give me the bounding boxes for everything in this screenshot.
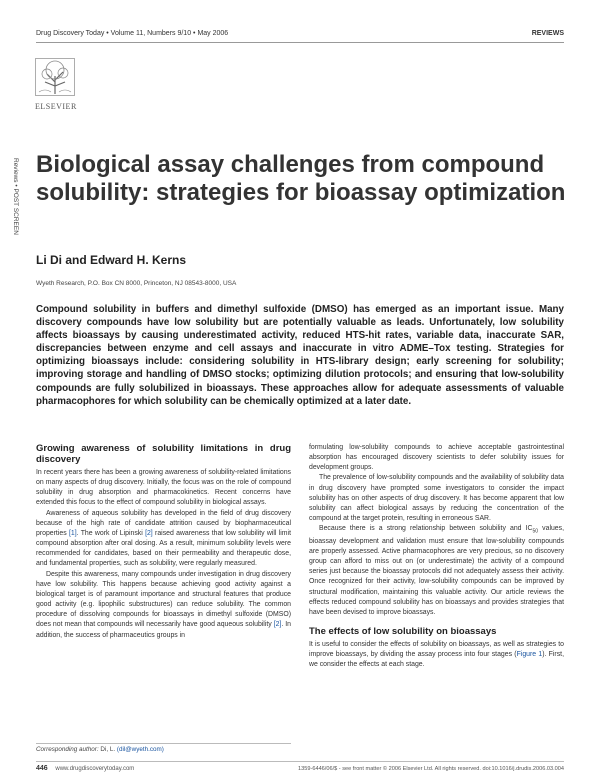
article-abstract: Compound solubility in buffers and dimethyl sulfoxide (DMSO) has emerged as an important issue. Many discovery compounds have low solubility but are potentially valuable as leads. Unfortunately, low solubility affects bioassays by causing underestimated activity, reduced HTS-hit rates, variable data, inaccurate SAR, discrepancies between enzyme and cell assays and inaccurate in vitro ADME–Tox testing. Strategies for optimizing bioassays include: considering solubility in HTS-library design; early screening for solubility; improving storage and handling of DMSO stocks; optimizing dilution protocols; and ensuring that low-solubility compounds are fully solubilized in bioassays. These approaches allow for adequate assessments of valuable pharmacophores for which solubility can be chemically optimized at a later date. bbox=[36, 304, 564, 407]
article-title: Biological assay challenges from compound solubility: strategies for bioassay optimization bbox=[36, 151, 566, 206]
section-heading-effects: The effects of low solubility on bioassays bbox=[309, 626, 497, 638]
reference-link[interactable]: [2] bbox=[145, 529, 153, 537]
article-authors: Li Di and Edward H. Kerns bbox=[36, 253, 187, 267]
text: Awareness of aqueous solubility has developed in the field of drug discovery because of the high rate of candidate attrition caused by biopharmaceutical properties bbox=[36, 509, 291, 537]
subscript: 50 bbox=[532, 528, 539, 535]
elsevier-wordmark: ELSEVIER bbox=[35, 102, 77, 111]
corresponding-email-link[interactable]: (dil@wyeth.com) bbox=[116, 746, 164, 753]
paragraph: In recent years there has been a growing awareness of solubility-related limitations on many aspects of drug discovery. Initially, the focus was on the role of compound solubility in drug absorption and pharmacokinetics. Recent concerns have extended this focus to the effect of compound solubility in biological assays. bbox=[36, 469, 291, 507]
figure-link[interactable]: Figure 1 bbox=[516, 651, 543, 659]
reference-link[interactable]: [2] bbox=[273, 621, 282, 629]
elsevier-tree-icon bbox=[35, 58, 75, 96]
text: Because there is a strong relationship between solubility and IC bbox=[319, 525, 533, 533]
paragraph bbox=[309, 524, 564, 618]
paragraph: The prevalence of low-solubility compounds and the availability of solubility data in drug discovery have prompted some investigators to consider the impact solubility has on other aspects of drug discovery. It has become apparent that low solubility can affect biological assays by reducing the concentration of the compound at the target protein, resulting in erroneous SAR. bbox=[309, 474, 564, 523]
corresponding-name: Di, L. bbox=[100, 746, 116, 753]
footer-rule bbox=[36, 761, 564, 762]
journal-info: Drug Discovery Today • Volume 11, Numbers 9/10 • May 2006 bbox=[36, 30, 229, 37]
text: . In addition, the success of pharmaceutics groups in bbox=[36, 621, 292, 639]
journal-website-link[interactable]: www.drugdiscoverytoday.com bbox=[55, 766, 135, 772]
section-label: REVIEWS bbox=[531, 30, 564, 37]
text: Despite this awareness, many compounds under investigation in drug discovery have low solubility. This happens because achieving good activity against a biological target is of paramount importance and structural features that produce good activity (e.g. lipophilic substructures) can reduce solubility. The common procedure of dissolving compounds for bioassays in dimethyl sulfoxide (DMSO) does not mean that compounds will necessarily have good aqueous solubility bbox=[36, 570, 291, 629]
corresponding-label: Corresponding author: bbox=[36, 746, 99, 753]
page-number: 446 bbox=[36, 765, 48, 772]
section-heading-growing-awareness: Growing awareness of solubility limitations in drug discovery bbox=[36, 443, 291, 465]
corresponding-author bbox=[36, 746, 164, 753]
text: It is useful to consider the effects of solubility on bioassays, as well as strategies to improve bioassays, by dividing the assay process into four stages ( bbox=[309, 641, 564, 659]
reference-link[interactable]: [1] bbox=[68, 529, 77, 537]
text: raised awareness that low solubility will limit compound absorption after oral dosing. As a result, minimum solubility levels were recommended for candidates, based on their permeability and therapeutic dose, and fundamental properties, such as solubility, were regularly measured. bbox=[36, 529, 291, 568]
text: . The work of Lipinski bbox=[76, 529, 146, 537]
left-column bbox=[36, 443, 291, 641]
paragraph bbox=[36, 509, 291, 570]
elsevier-logo bbox=[35, 58, 77, 111]
paragraph bbox=[36, 570, 291, 641]
paragraph: formulating low-solubility compounds to achieve acceptable gastrointestinal absorption has encouraged discovery scientists to defer solubility issues for development groups. bbox=[309, 444, 564, 472]
text: values, bioassay development and validation must ensure that low-solubility compounds are properly assessed. Active pharmacophores are very precious, so no discovery group can afford to miss out on (or underestimate) the activity of a compound series just because the bioassay protocols did not adequately assess their activity. Once recognized for their activity, low-solubility compounds can be improved by structural modification, maintaining this valuable activity. Our article reviews the effects reduced compound solubility has on bioassays and provides strategies that have been devised to improve bioassays. bbox=[309, 525, 564, 616]
text: ). First, we consider the effects at each stage. bbox=[309, 651, 564, 669]
sidebar-label-container bbox=[9, 158, 21, 238]
article-affiliation: Wyeth Research, P.O. Box CN 8000, Princeton, NJ 08543-8000, USA bbox=[36, 280, 237, 287]
header-rule bbox=[36, 42, 564, 43]
footer-info: 1359-6446/06/$ - see front matter © 2006 Elsevier Ltd. All rights reserved. doi:10.1016/j.drudis.2006.03.004 bbox=[298, 766, 564, 772]
paragraph bbox=[309, 640, 564, 670]
right-column bbox=[309, 443, 564, 671]
footnote-rule bbox=[36, 743, 291, 744]
sidebar-label: Reviews • POST SCREEN bbox=[12, 158, 19, 235]
footer-left bbox=[36, 765, 134, 772]
